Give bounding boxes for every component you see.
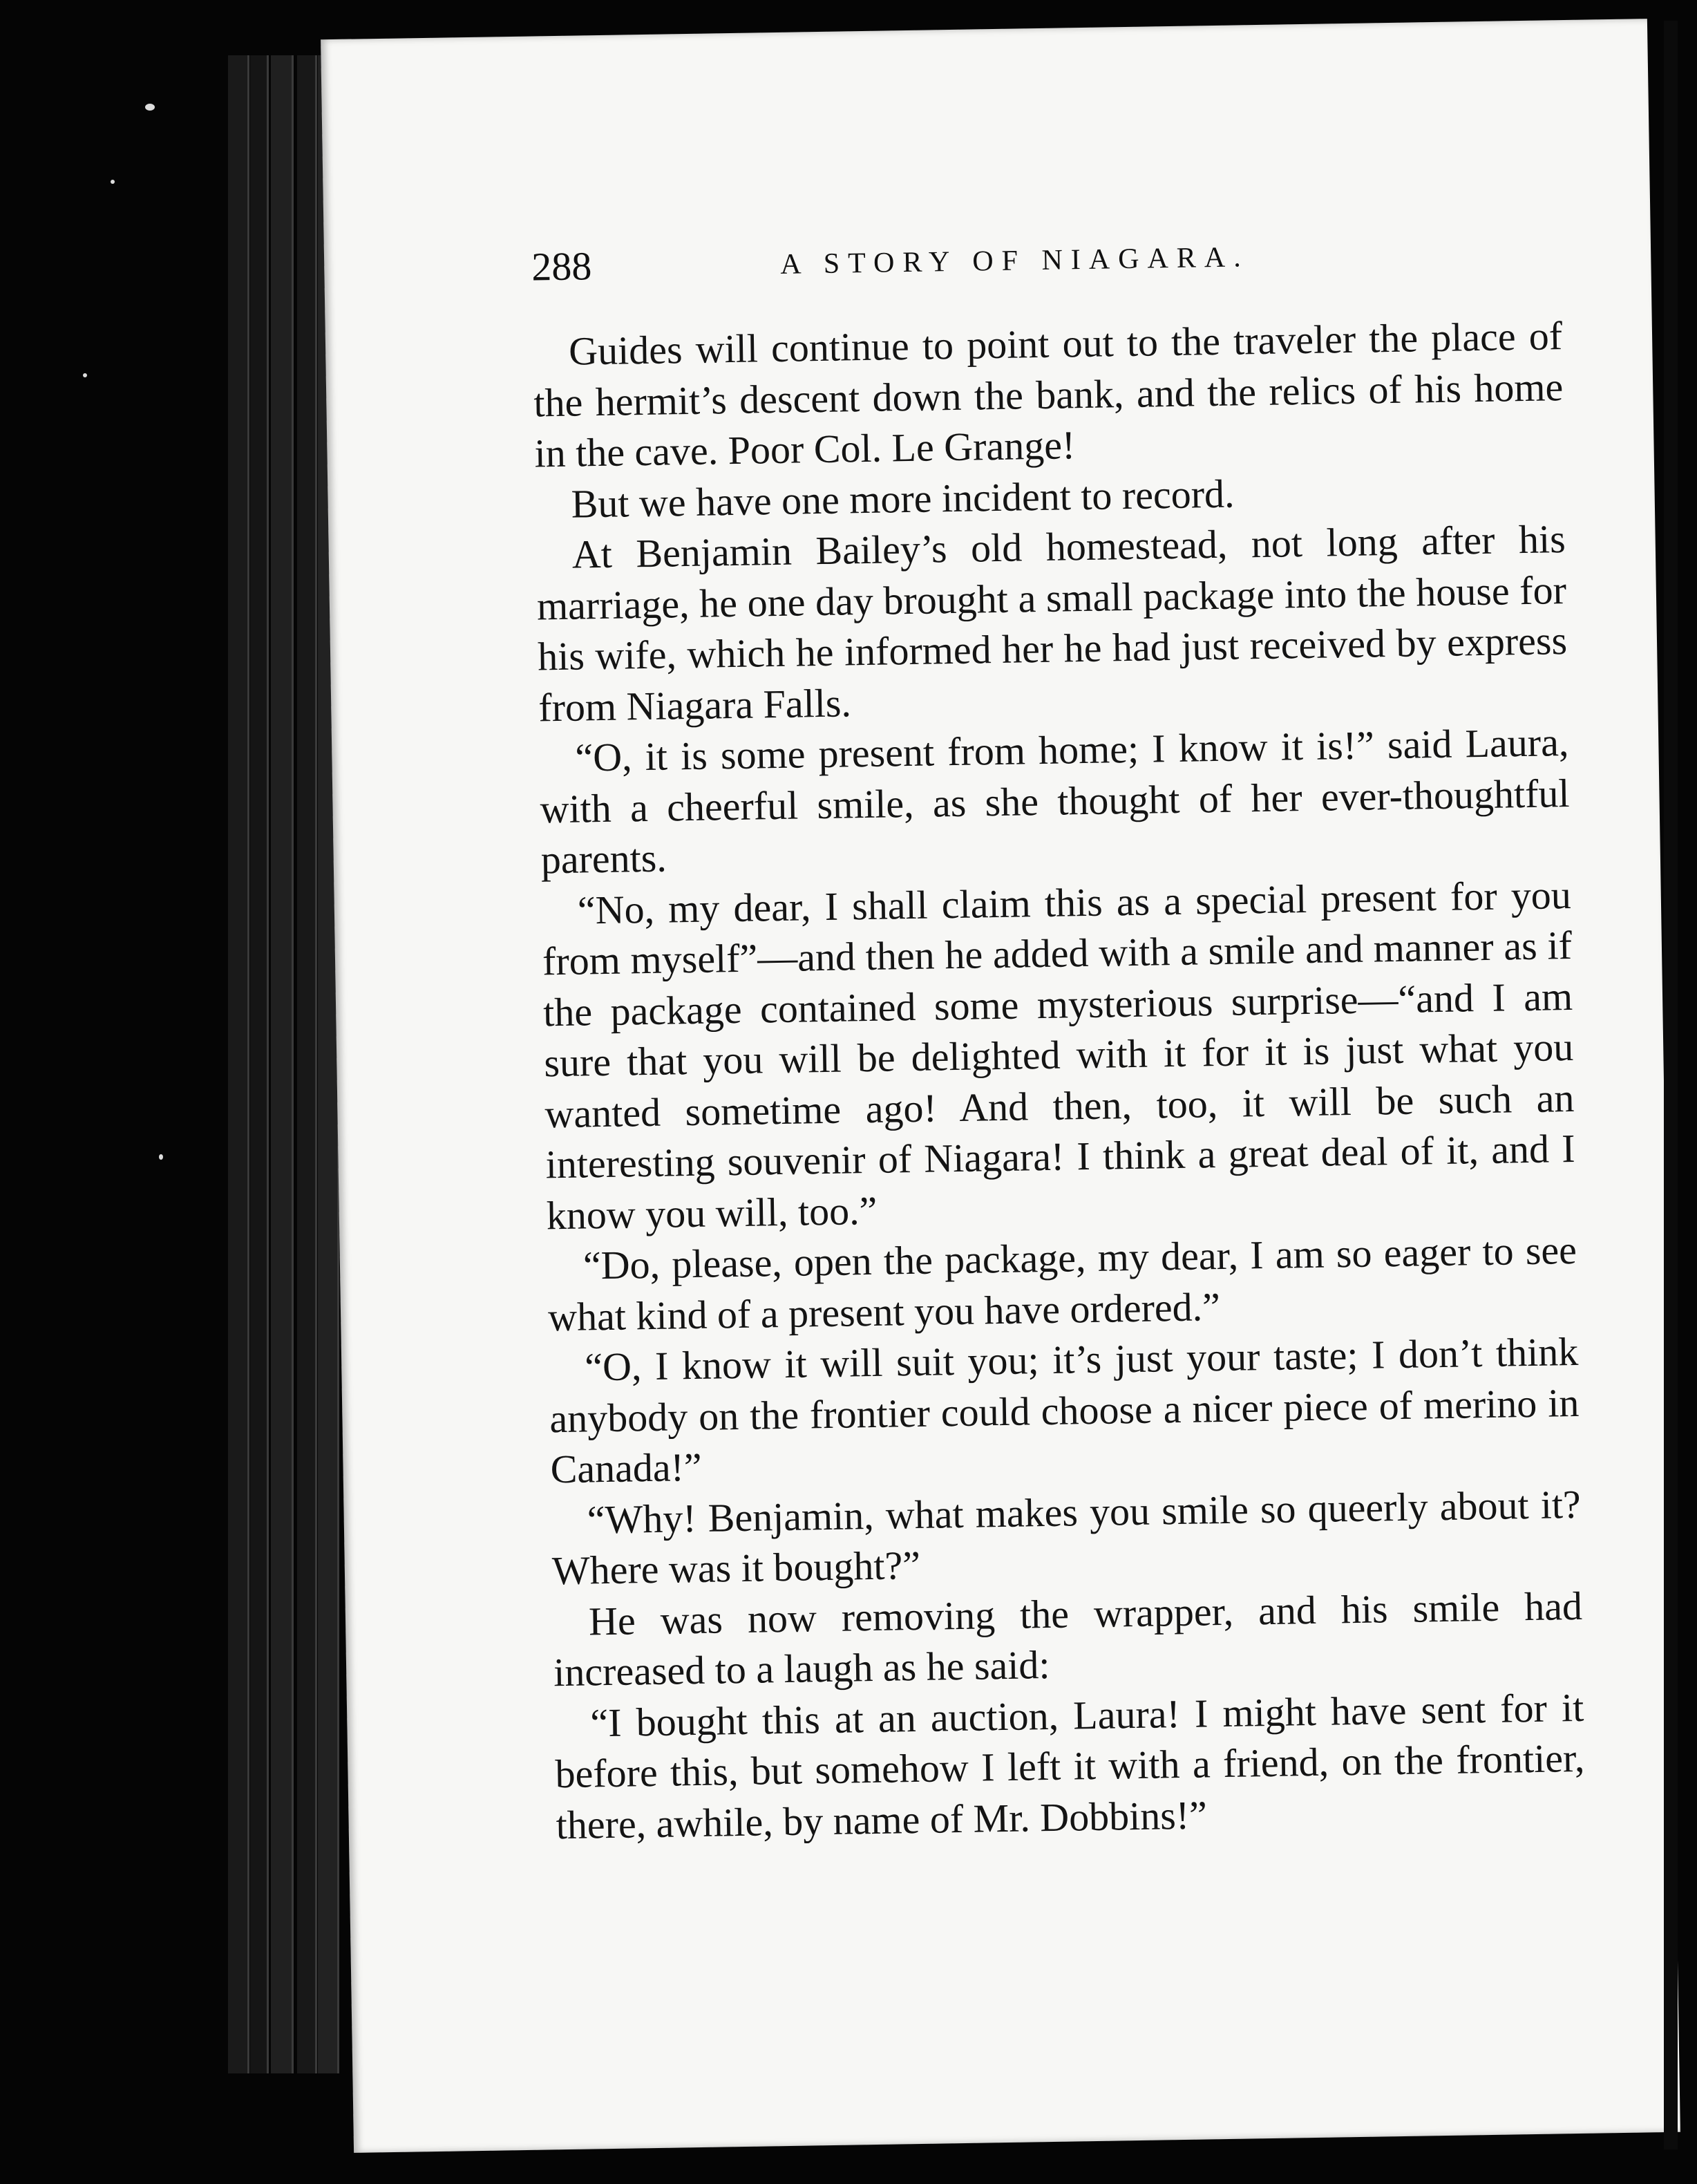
page-edge (297, 55, 317, 2073)
dust-speck (83, 373, 87, 377)
paragraph: “Do, please, open the package, my dear, I am so eager to see what kind of a present you have ordered.” (547, 1227, 1577, 1339)
page-header (531, 227, 1555, 299)
dust-speck (145, 104, 155, 111)
page-edge (228, 55, 249, 2073)
paragraph: But we have one more incident to record. (571, 471, 1235, 527)
paragraph: “O, I know it will suit you; it’s just your taste; I don’t think anybody on the frontier could choose a nicer piece of merino in Canada!” (549, 1328, 1580, 1492)
dust-speck (111, 180, 115, 184)
page-number: 288 (531, 243, 592, 290)
page-edge (250, 55, 269, 2073)
paragraph: At Benjamin Bailey’s old homestead, not long after his marriage, he one day brought a small package into the house for his wife, which he informed her he had just received by express from Niagara Falls. (536, 516, 1568, 730)
paragraph: “Why! Benjamin, what makes you smile so queerly about it? Where was it bought?” (551, 1481, 1582, 1594)
body-text (533, 310, 1586, 1850)
paragraph: He was now removing the wrapper, and his smile had increased to a laugh as he said: (553, 1583, 1583, 1695)
page-right-edge (1664, 21, 1678, 2149)
running-title: A STORY OF NIAGARA. (779, 241, 1249, 281)
paragraph: “No, my dear, I shall claim this as a special present for you from myself”—and then he added with a smile and manner as if the package contained some mysterious surprise—“and I am sure that you will be delighted with it for it is just what you wanted sometime ago! And then, too, it will be such an interesting souvenir of Niagara! I think a great deal of it, and I know you will, too.” (542, 872, 1576, 1238)
book-page (321, 19, 1680, 2153)
paragraph: “I bought this at an auction, Laura! I might have sent for it before this, but somehow I left it with a friend, on the frontier, there, awhile, by name of Mr. Dobbins!” (555, 1684, 1585, 1847)
paragraph: Guides will continue to point out to the traveler the place of the hermit’s descent down the bank, and the relics of his home in the cave. Poor Col. Le Grange! (533, 313, 1564, 476)
dust-speck (159, 1154, 163, 1160)
page-edge (271, 55, 294, 2073)
paragraph: “O, it is some present from home; I know it is!” said Laura, with a cheerful smile, as she thought of her ever-thoughtful parents. (540, 719, 1570, 883)
